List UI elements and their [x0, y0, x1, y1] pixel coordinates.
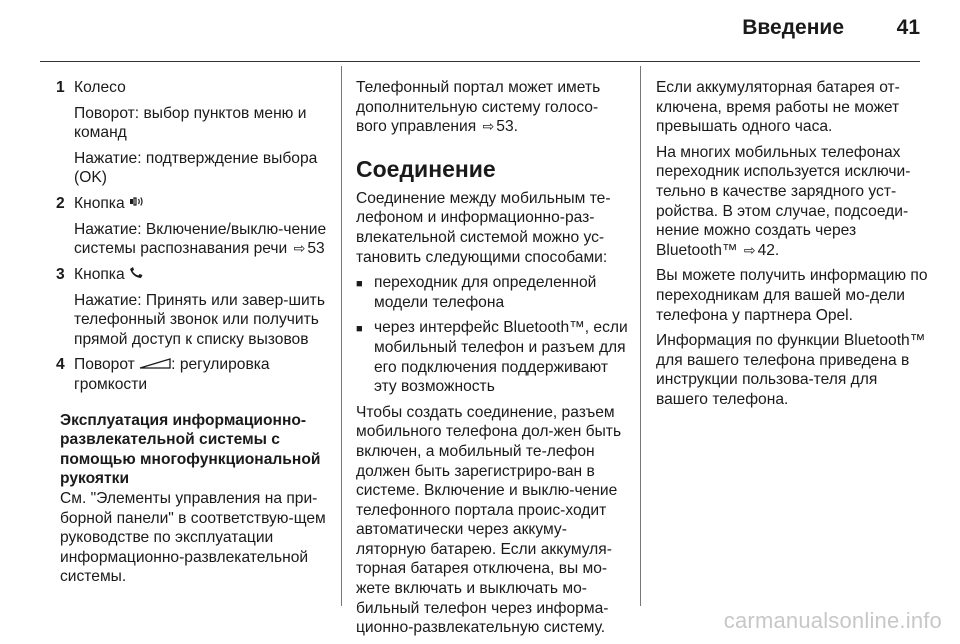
page-reference: 53: [307, 240, 325, 258]
paragraph: Информация по функции Bluetooth™ для вашего телефона приведена в инструкции пользова-теля для вашего телефона.: [656, 332, 926, 408]
left-column: [56, 78, 330, 593]
section-heading: Соединение: [356, 155, 496, 182]
paragraph: Вы можете получить информацию по переходникам для вашей мо-дели телефона у партнера Opel.: [656, 267, 928, 324]
page-number: 41: [896, 16, 920, 39]
page-title: Введение: [742, 16, 844, 39]
paragraph: Телефонный портал может иметь дополнительную систему голосо-вого управления: [356, 79, 601, 136]
item-text: Нажатие: Включение/выклю-чение системы распознавания речи: [74, 220, 327, 258]
right-column: [656, 78, 928, 416]
page-header: [0, 0, 960, 60]
paragraph: Чтобы создать соединение, разъем мобильного телефона дол-жен быть включен, а мобильный те-лефон должен быть зарегистриро-ван в системе. Включение и выклю-чение телефонного портала проис-ходит автоматически через аккуму-ляторную батарею. Если аккумуля-торная батарея отключена, вы мо-жете включать и выключать мо-бильный телефон через информа-ционно-развлекательную систему.: [356, 403, 622, 637]
item-label: Колесо: [74, 79, 126, 96]
item-number: 4: [56, 356, 65, 374]
list-item: [56, 194, 330, 259]
paragraph: Соединение между мобильным те-лефоном и информационно-раз-влекательной системой можно ус-тановить следующими способами:: [356, 189, 611, 266]
list-item: [356, 273, 628, 312]
column-divider: [640, 66, 641, 606]
item-text: Нажатие: Принять или завер-шить телефонный звонок или получить прямой доступ к списку вызовов: [74, 291, 325, 348]
paragraph: Если аккумуляторная батарея от-ключена, время работы не может превышать одного часа.: [656, 79, 900, 136]
section-subheading: Эксплуатация информационно-развлекательной системы с помощью многофункциональной рукоятки: [60, 411, 321, 488]
paragraph: На многих мобильных телефонах переходник используется исключи-тельно в качестве зарядного уст-ройства. В этом случае, подсоеди-нение можно создать через Bluetooth™: [656, 143, 911, 259]
bullet-square-icon: ■: [356, 278, 363, 291]
page-reference: 42.: [757, 241, 780, 259]
item-text: Поворот: выбор пунктов меню и команд: [74, 104, 307, 142]
bullet-text: через интерфейс Bluetooth™, если мобильный телефон и разъем для его подключения поддерживают эту возможность: [374, 319, 628, 396]
item-label: Кнопка: [74, 194, 125, 212]
list-item: [56, 265, 330, 349]
phone-icon: [129, 265, 144, 285]
paragraph: См. "Элементы управления на при-борной панели" в соответствую-щем руководстве по эксплуатации информационно-развлекательной системы.: [60, 489, 326, 586]
item-label: Поворот: [74, 356, 135, 374]
header-rule: [40, 61, 920, 62]
middle-column: [356, 78, 628, 644]
column-divider: [341, 66, 342, 606]
list-item: [356, 318, 628, 396]
reference-arrow-icon: ⇨: [293, 240, 306, 257]
reference-arrow-icon: ⇨: [743, 241, 756, 258]
reference-arrow-icon: ⇨: [482, 118, 495, 135]
bullet-text: переходник для определенной модели телефона: [374, 274, 597, 311]
bullet-square-icon: ■: [356, 323, 363, 336]
item-number: 3: [56, 265, 65, 283]
list-item: [56, 355, 330, 394]
item-label: Кнопка: [74, 265, 125, 283]
page-reference: 53.: [496, 118, 518, 136]
item-text: : регулировка громкости: [74, 356, 270, 393]
watermark: carmanualsonline.info: [723, 608, 942, 633]
volume-wedge-icon: [139, 355, 171, 375]
list-item: [56, 78, 330, 188]
voice-control-icon: [129, 194, 145, 214]
item-text: Нажатие: подтверждение выбора (OK): [74, 149, 318, 187]
item-number: 2: [56, 194, 65, 212]
item-number: 1: [56, 79, 65, 96]
